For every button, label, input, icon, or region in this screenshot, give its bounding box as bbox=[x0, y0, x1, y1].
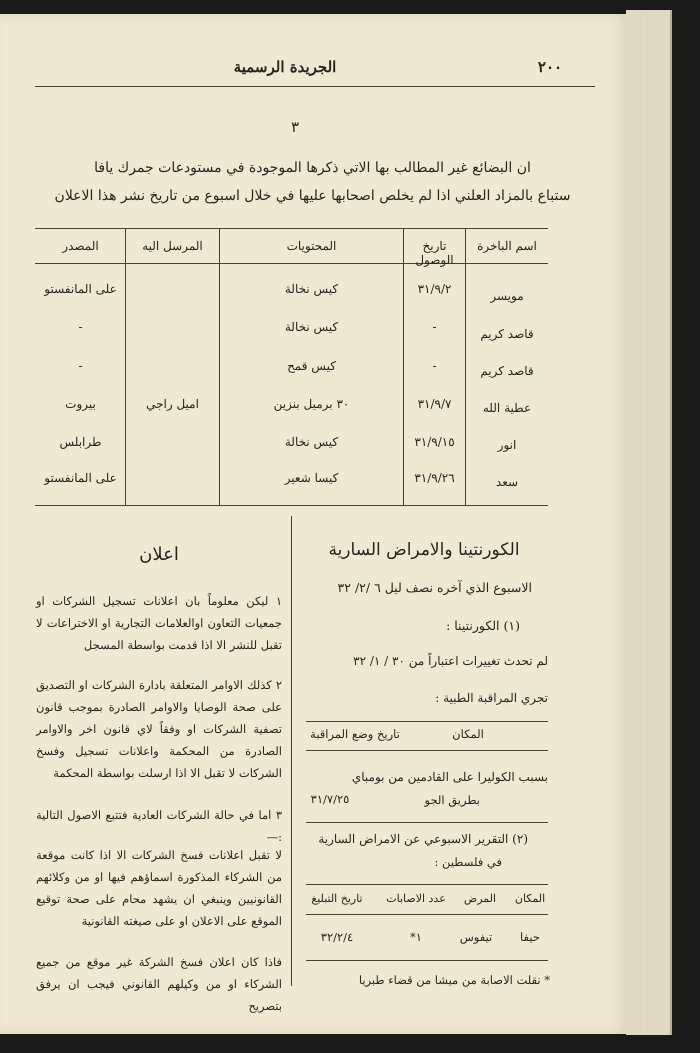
newspaper-title: الجريدة الرسمية bbox=[233, 58, 337, 76]
cell-ship: انور bbox=[497, 438, 517, 452]
announcement-paragraph-2: ٢ كذلك الاوامر المتعلقة بادارة الشركات او التصديق على صحة الوصايا والاوامر الصادرة بموجب قانون تصفية الشركات او وفقاً لاي قانون اخر والاوامر الصادرة من المحكمة واعلانات تسجيل وفسخ الشركات لا تقبل الا اذا ارسلت بواسطة المحكمة bbox=[36, 678, 282, 780]
cell-date: - bbox=[432, 359, 437, 373]
cell-date: - bbox=[432, 320, 437, 334]
th-cases: عدد الاصابات bbox=[386, 892, 446, 905]
cell-ship: عطية الله bbox=[482, 401, 532, 415]
row-place: حيفا bbox=[520, 930, 540, 944]
cell-contents: ٣٠ برميل بنزين bbox=[273, 397, 350, 411]
th-place-2: المكان bbox=[514, 892, 546, 905]
cell-date: ٣١/٩/٢ bbox=[417, 282, 452, 296]
table-top-rule bbox=[35, 228, 548, 229]
week-line: الاسبوع الذي آخره نصف ليل ٦ /٢/ ٣٢ bbox=[337, 580, 532, 595]
th-arrival-date: تاريخ الوصول bbox=[415, 239, 454, 267]
cell-consignee: اميل راجي bbox=[146, 397, 199, 411]
rule bbox=[306, 721, 548, 722]
rule bbox=[306, 822, 548, 823]
cell-date: ٣١/٩/٢٦ bbox=[414, 471, 455, 485]
medical-line: تجري المراقبة الطبية : bbox=[435, 691, 548, 705]
book-page-edges bbox=[626, 10, 672, 1035]
section-number: ٣ bbox=[290, 118, 300, 136]
cell-date: ٣١/٩/١٥ bbox=[414, 435, 455, 449]
cell-source: - bbox=[78, 359, 83, 373]
cell-contents: كيس نخالة bbox=[284, 282, 339, 296]
cell-ship: مويسر bbox=[490, 289, 524, 303]
row-disease: تيفوس bbox=[459, 930, 493, 944]
th-observation-date: تاريخ وضع المراقبة bbox=[310, 727, 400, 741]
announcement-heading: اعلان bbox=[139, 544, 179, 565]
intro-line-1: ان البضائع غير المطالب بها الاتي ذكرها الموجودة في مستودعات جمرك يافا bbox=[94, 160, 531, 176]
row-cases: ١* bbox=[410, 930, 422, 944]
cell-source: بيروت bbox=[65, 397, 96, 411]
cell-date: ٣١/٩/٧ bbox=[417, 397, 452, 411]
no-change-line: لم تحدث تغييرات اعتباراً من ٣٠ / ١/ ٣٢ bbox=[353, 654, 548, 668]
table-col-divider bbox=[125, 228, 126, 505]
header-divider bbox=[35, 86, 595, 87]
announcement-paragraph-4: لا تقبل اعلانات فسخ الشركات الا اذا كانت موقعة من الشركاء المذكورة اسماؤهم فيها او من وكلائهم القانونيين وينبغي ان يشهد محام على صحة توقيع الموقع على الاعلان او على صيغته القانونية bbox=[36, 848, 282, 928]
column-divider bbox=[291, 516, 292, 986]
intro-line-2: ستباع بالمزاد العلني اذا لم يخلص اصحابها عليها في خلال اسبوع من تاريخ نشر هذا الاعلان bbox=[54, 188, 571, 204]
cell-ship: قاصد كريم bbox=[480, 327, 534, 341]
newspaper-page bbox=[0, 14, 628, 1034]
cell-contents: كيس نخالة bbox=[284, 320, 339, 334]
row-report-date: ٣٢/٢/٤ bbox=[320, 930, 354, 944]
rule bbox=[306, 960, 548, 961]
table-header-rule bbox=[35, 263, 548, 264]
table-bottom-rule bbox=[35, 505, 548, 506]
th-disease: المرض bbox=[463, 892, 497, 905]
cell-source: على المانفستو bbox=[44, 471, 117, 485]
cell-contents: كيس قمح bbox=[287, 359, 336, 373]
announcement-paragraph-1: ١ ليكن معلوماً بان اعلانات تسجيل الشركات او جمعيات التعاون اوالعلامات التجارية او الاختراعات لا تقبل للنشر الا اذا قدمت بواسطة المسجل bbox=[36, 594, 282, 652]
rule bbox=[306, 914, 548, 915]
th-place: المكان bbox=[452, 727, 484, 741]
footnote: * نقلت الاصابة من ميشا من قضاء طبريا bbox=[358, 973, 550, 987]
cell-ship: سعد bbox=[495, 475, 519, 489]
rule bbox=[306, 884, 548, 885]
item-2-line-2: في فلسطين : bbox=[434, 855, 502, 869]
cholera-line-1: بسبب الكوليرا على القادمين من بومباي bbox=[351, 770, 548, 784]
quarantine-heading: الكورنتينا والامراض السارية bbox=[328, 540, 520, 560]
page-number: ٢٠٠ bbox=[537, 58, 563, 76]
cell-source: طرابلس bbox=[59, 435, 102, 449]
cell-contents: كيس نخالة bbox=[284, 435, 339, 449]
th-ship: اسم الباخرة bbox=[477, 239, 537, 253]
announcement-paragraph-5: فاذا كان اعلان فسخ الشركة غير موقع من جميع الشركاء او من وكيلهم القانوني فيجب ان يرفق بتصريح bbox=[36, 955, 282, 1013]
quarantine-item-1: (١) الكورنتينا : bbox=[446, 618, 520, 633]
th-source: المصدر bbox=[62, 239, 99, 253]
th-contents: المحتويات bbox=[286, 239, 337, 253]
cell-ship: قاصد كريم bbox=[480, 364, 534, 378]
item-2-line-1: (٢) التقرير الاسبوعي عن الامراض السارية bbox=[318, 832, 528, 846]
th-consignee: المرسل اليه bbox=[142, 239, 203, 253]
rule bbox=[306, 750, 548, 751]
cholera-date: ٣١/٧/٢٥ bbox=[310, 792, 350, 806]
cell-source: - bbox=[78, 320, 83, 334]
announcement-paragraph-3: ٣ اما في حالة الشركات العادية فتتبع الاصول التالية :— bbox=[36, 808, 282, 844]
cholera-line-2: بطريق الجو bbox=[424, 793, 480, 807]
cell-contents: كيسا شعير bbox=[284, 471, 339, 485]
cell-source: على المانفستو bbox=[44, 282, 117, 296]
th-report-date: تاريخ التبليغ bbox=[311, 892, 363, 905]
